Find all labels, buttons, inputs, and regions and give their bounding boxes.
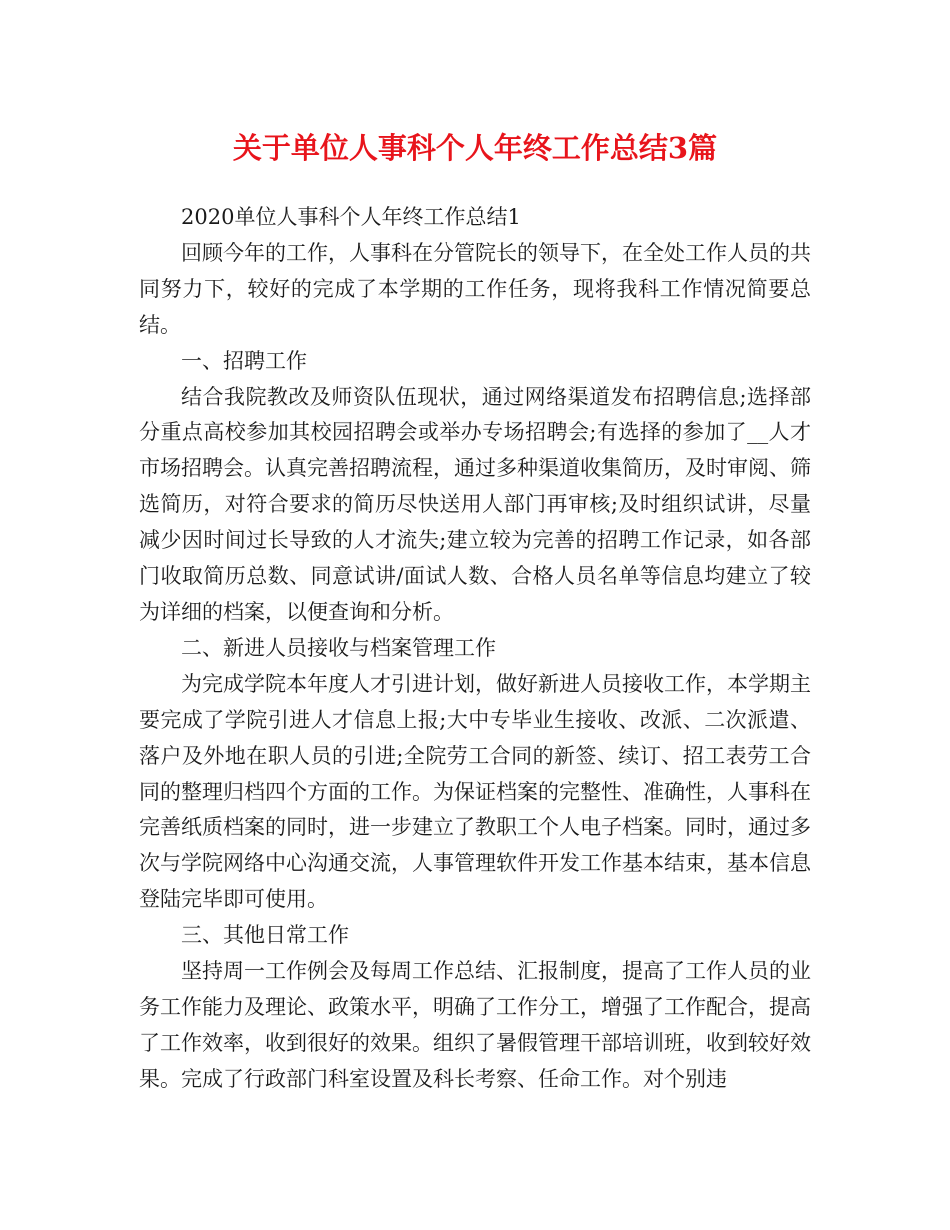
- section-heading-recruitment: 一、招聘工作: [181, 348, 307, 373]
- section-heading-daily-work: 三、其他日常工作: [181, 923, 349, 948]
- paragraph-daily-work: 坚持周一工作例会及每周工作总结、汇报制度，提高了工作人员的业务工作能力及理论、政策水平，明确了工作分工，增强了工作配合，提高了工作效率，收到很好的效果。组织了暑假管理干部培训班，收到较好效果。完成了行政部门科室设置及科长考察、任命工作。对个别违: [139, 959, 811, 1091]
- paragraph-recruitment: 结合我院教改及师资队伍现状，通过网络渠道发布招聘信息;选择部分重点高校参加其校园招聘会或举办专场招聘会;有选择的参加了__人才市场招聘会。认真完善招聘流程，通过多种渠道收集简历，及时审阅、筛选简历，对符合要求的简历尽快送用人部门再审核;及时组织试讲，尽量减少因时间过长导致的人才流失;建立较为完善的招聘工作记录，如各部门收取简历总数、同意试讲/面试人数、合格人员名单等信息均建立了较为详细的档案，以便查询和分析。: [139, 384, 811, 624]
- section-heading-new-staff: 二、新进人员接收与档案管理工作: [181, 635, 496, 660]
- paragraph-intro: 回顾今年的工作，人事科在分管院长的领导下，在全处工作人员的共同努力下，较好的完成了本学期的工作任务，现将我科工作情况简要总结。: [139, 240, 811, 337]
- section-heading-summary-1: 2020单位人事科个人年终工作总结1: [181, 205, 521, 229]
- paragraph-new-staff: 为完成学院本年度人才引进计划，做好新进人员接收工作，本学期主要完成了学院引进人才信息上报;大中专毕业生接收、改派、二次派遣、落户及外地在职人员的引进;全院劳工合同的新签、续订、招工表劳工合同的整理归档四个方面的工作。为保证档案的完整性、准确性，人事科在完善纸质档案的同时，进一步建立了教职工个人电子档案。同时，通过多次与学院网络中心沟通交流，人事管理软件开发工作基本结束，基本信息登陆完毕即可使用。: [139, 671, 811, 912]
- document-title: 关于单位人事科个人年终工作总结3篇: [232, 131, 718, 165]
- document-body: [139, 200, 811, 1098]
